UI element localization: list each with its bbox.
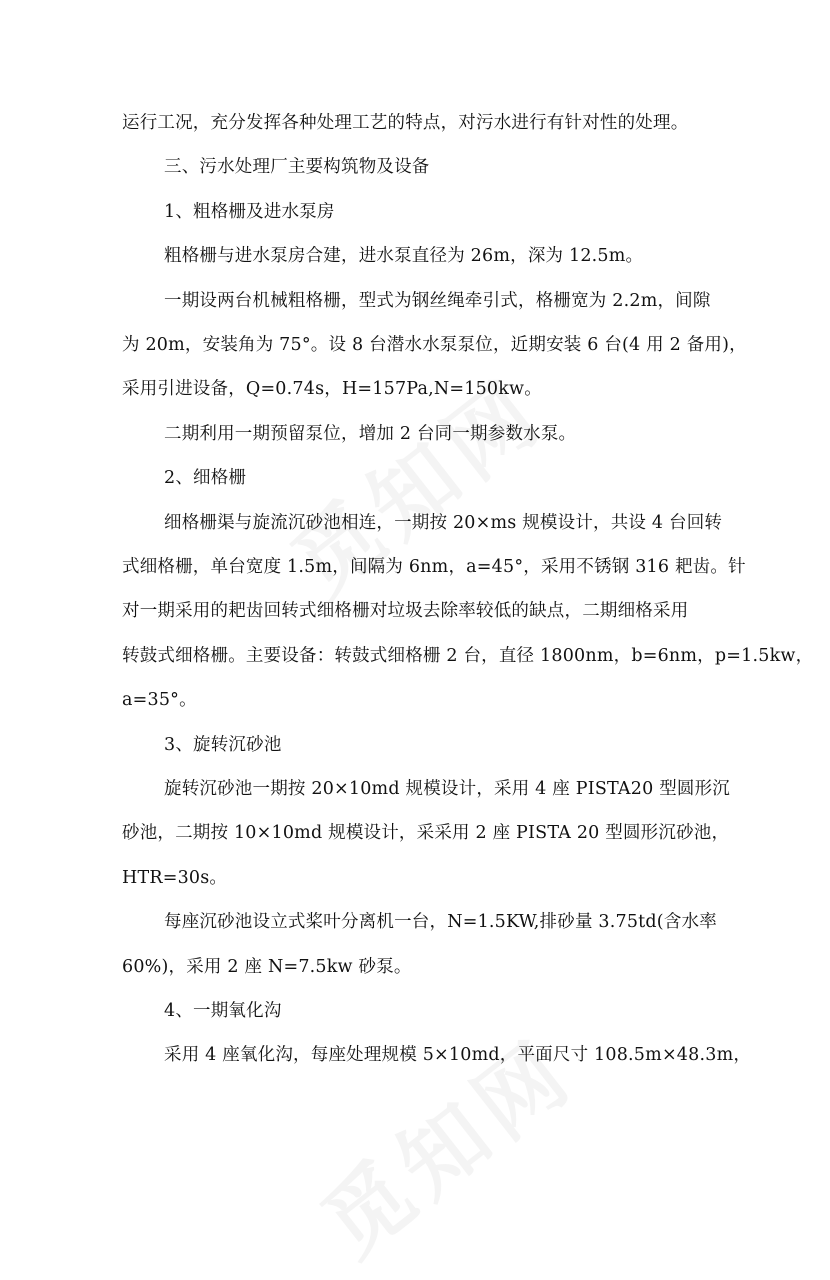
subsection-heading: 1、粗格栅及进水泵房 [164,202,335,222]
paragraph-line: 60%)，采用 2 座 N=7.5kw 砂泵。 [122,957,412,977]
paragraph-line: 每座沉砂池设立式桨叶分离机一台，N=1.5KW,排砂量 3.75td(含水率 [164,912,717,932]
section-heading: 三、污水处理厂主要构筑物及设备 [164,157,430,177]
paragraph-line: 旋转沉砂池一期按 20×10md 规模设计，采用 4 座 PISTA20 型圆形沉 [164,779,731,799]
paragraph-line: 细格栅渠与旋流沉砂池相连，一期按 20×ms 规模设计，共设 4 台回转 [164,513,723,533]
subsection-heading: 3、旋转沉砂池 [164,735,282,755]
paragraph-line: 砂池，二期按 10×10md 规模设计，采采用 2 座 PISTA 20 型圆形沉砂池， [122,823,730,843]
subsection-heading: 2、细格栅 [164,468,247,488]
paragraph-line: 粗格栅与进水泵房合建，进水泵直径为 26m，深为 12.5m。 [164,246,644,266]
paragraph-line: 对一期采用的耙齿回转式细格栅对垃圾去除率较低的缺点，二期细格采用 [122,601,689,621]
paragraph-line: 采用引进设备，Q=0.74s，H=157Pa,N=150kw。 [122,379,542,399]
paragraph-line: 运行工况，充分发挥各种处理工艺的特点，对污水进行有针对性的处理。 [122,113,689,133]
paragraph-line: HTR=30s。 [122,868,228,888]
paragraph-line: 式细格栅，单台宽度 1.5m，间隔为 6nm，a=45°，采用不锈钢 316 耙齿。针 [122,557,746,577]
subsection-heading: 4、一期氧化沟 [164,1001,282,1021]
paragraph-line: 为 20m，安装角为 75°。设 8 台潜水水泵泵位，近期安装 6 台(4 用 2 备用)， [122,335,747,355]
paragraph-line: 采用 4 座氧化沟，每座处理规模 5×10md，平面尺寸 108.5m×48.3m， [164,1045,752,1065]
paragraph-line: 二期利用一期预留泵位，增加 2 台同一期参数水泵。 [164,424,577,444]
paragraph-line: 一期设两台机械粗格栅，型式为钢丝绳牵引式，格栅宽为 2.2m，间隙 [164,291,711,311]
paragraph-line: a=35°。 [122,690,197,710]
paragraph-line: 转鼓式细格栅。主要设备：转鼓式细格栅 2 台，直径 1800nm，b=6nm，p=1.5kw， [122,646,814,666]
